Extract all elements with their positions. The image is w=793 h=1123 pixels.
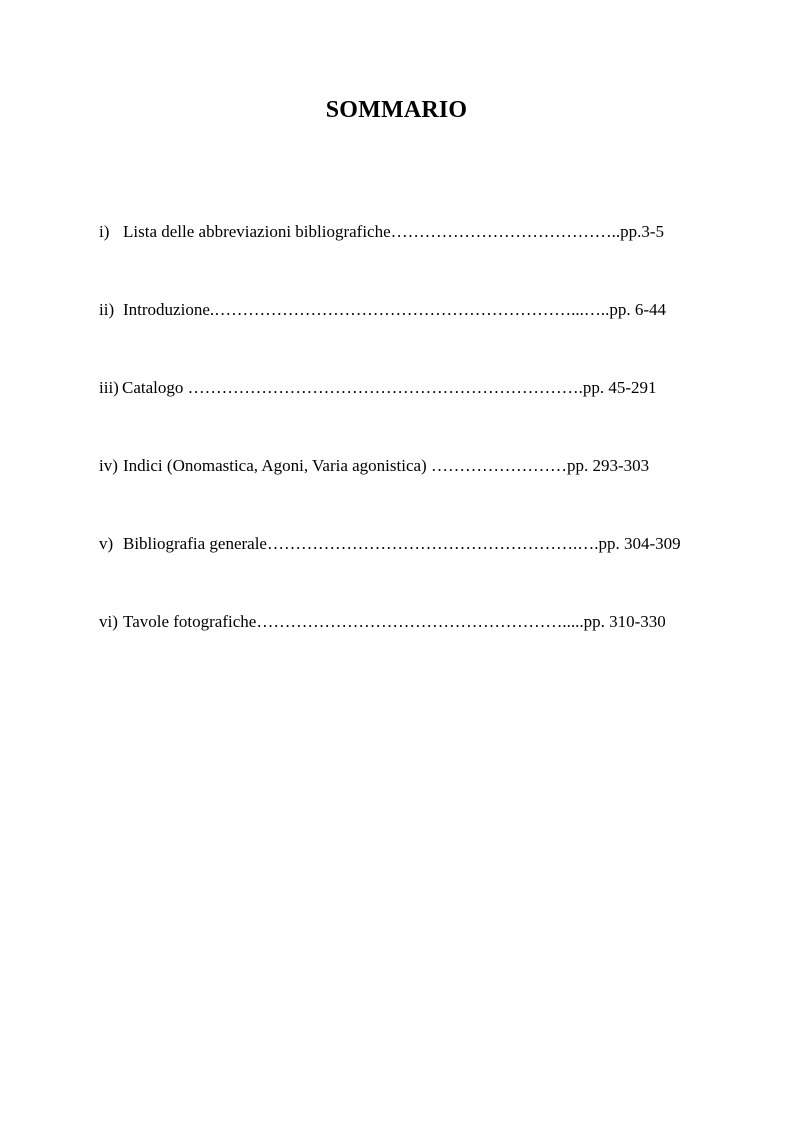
toc-entry-text: Tavole fotografiche……………………………………………….....pp. 310-330 <box>123 612 666 631</box>
toc-entry-number: ii) <box>99 300 115 319</box>
toc-entry-text: Catalogo …………………………………………………………….pp. 45-291 <box>122 378 657 397</box>
toc-entry-number: iii) <box>99 378 119 397</box>
toc-entry-number: iv) <box>99 456 118 475</box>
toc-entry-number: v) <box>99 534 114 553</box>
toc-entry-text: Indici (Onomastica, Agoni, Varia agonistica) ……………………pp. 293-303 <box>123 456 650 475</box>
toc-entry-text: Introduzione.………………………………………………………...…..pp. 6-44 <box>123 300 667 319</box>
page-title: SOMMARIO <box>325 97 468 123</box>
toc-entry-text: Bibliografia generale……………………………………………….….pp. 304-309 <box>123 534 681 553</box>
toc-entry-text: Lista delle abbreviazioni bibliografiche…………………………………..pp.3-5 <box>123 222 665 241</box>
toc-entry-number: vi) <box>99 612 118 631</box>
toc-entry-number: i) <box>99 222 110 241</box>
